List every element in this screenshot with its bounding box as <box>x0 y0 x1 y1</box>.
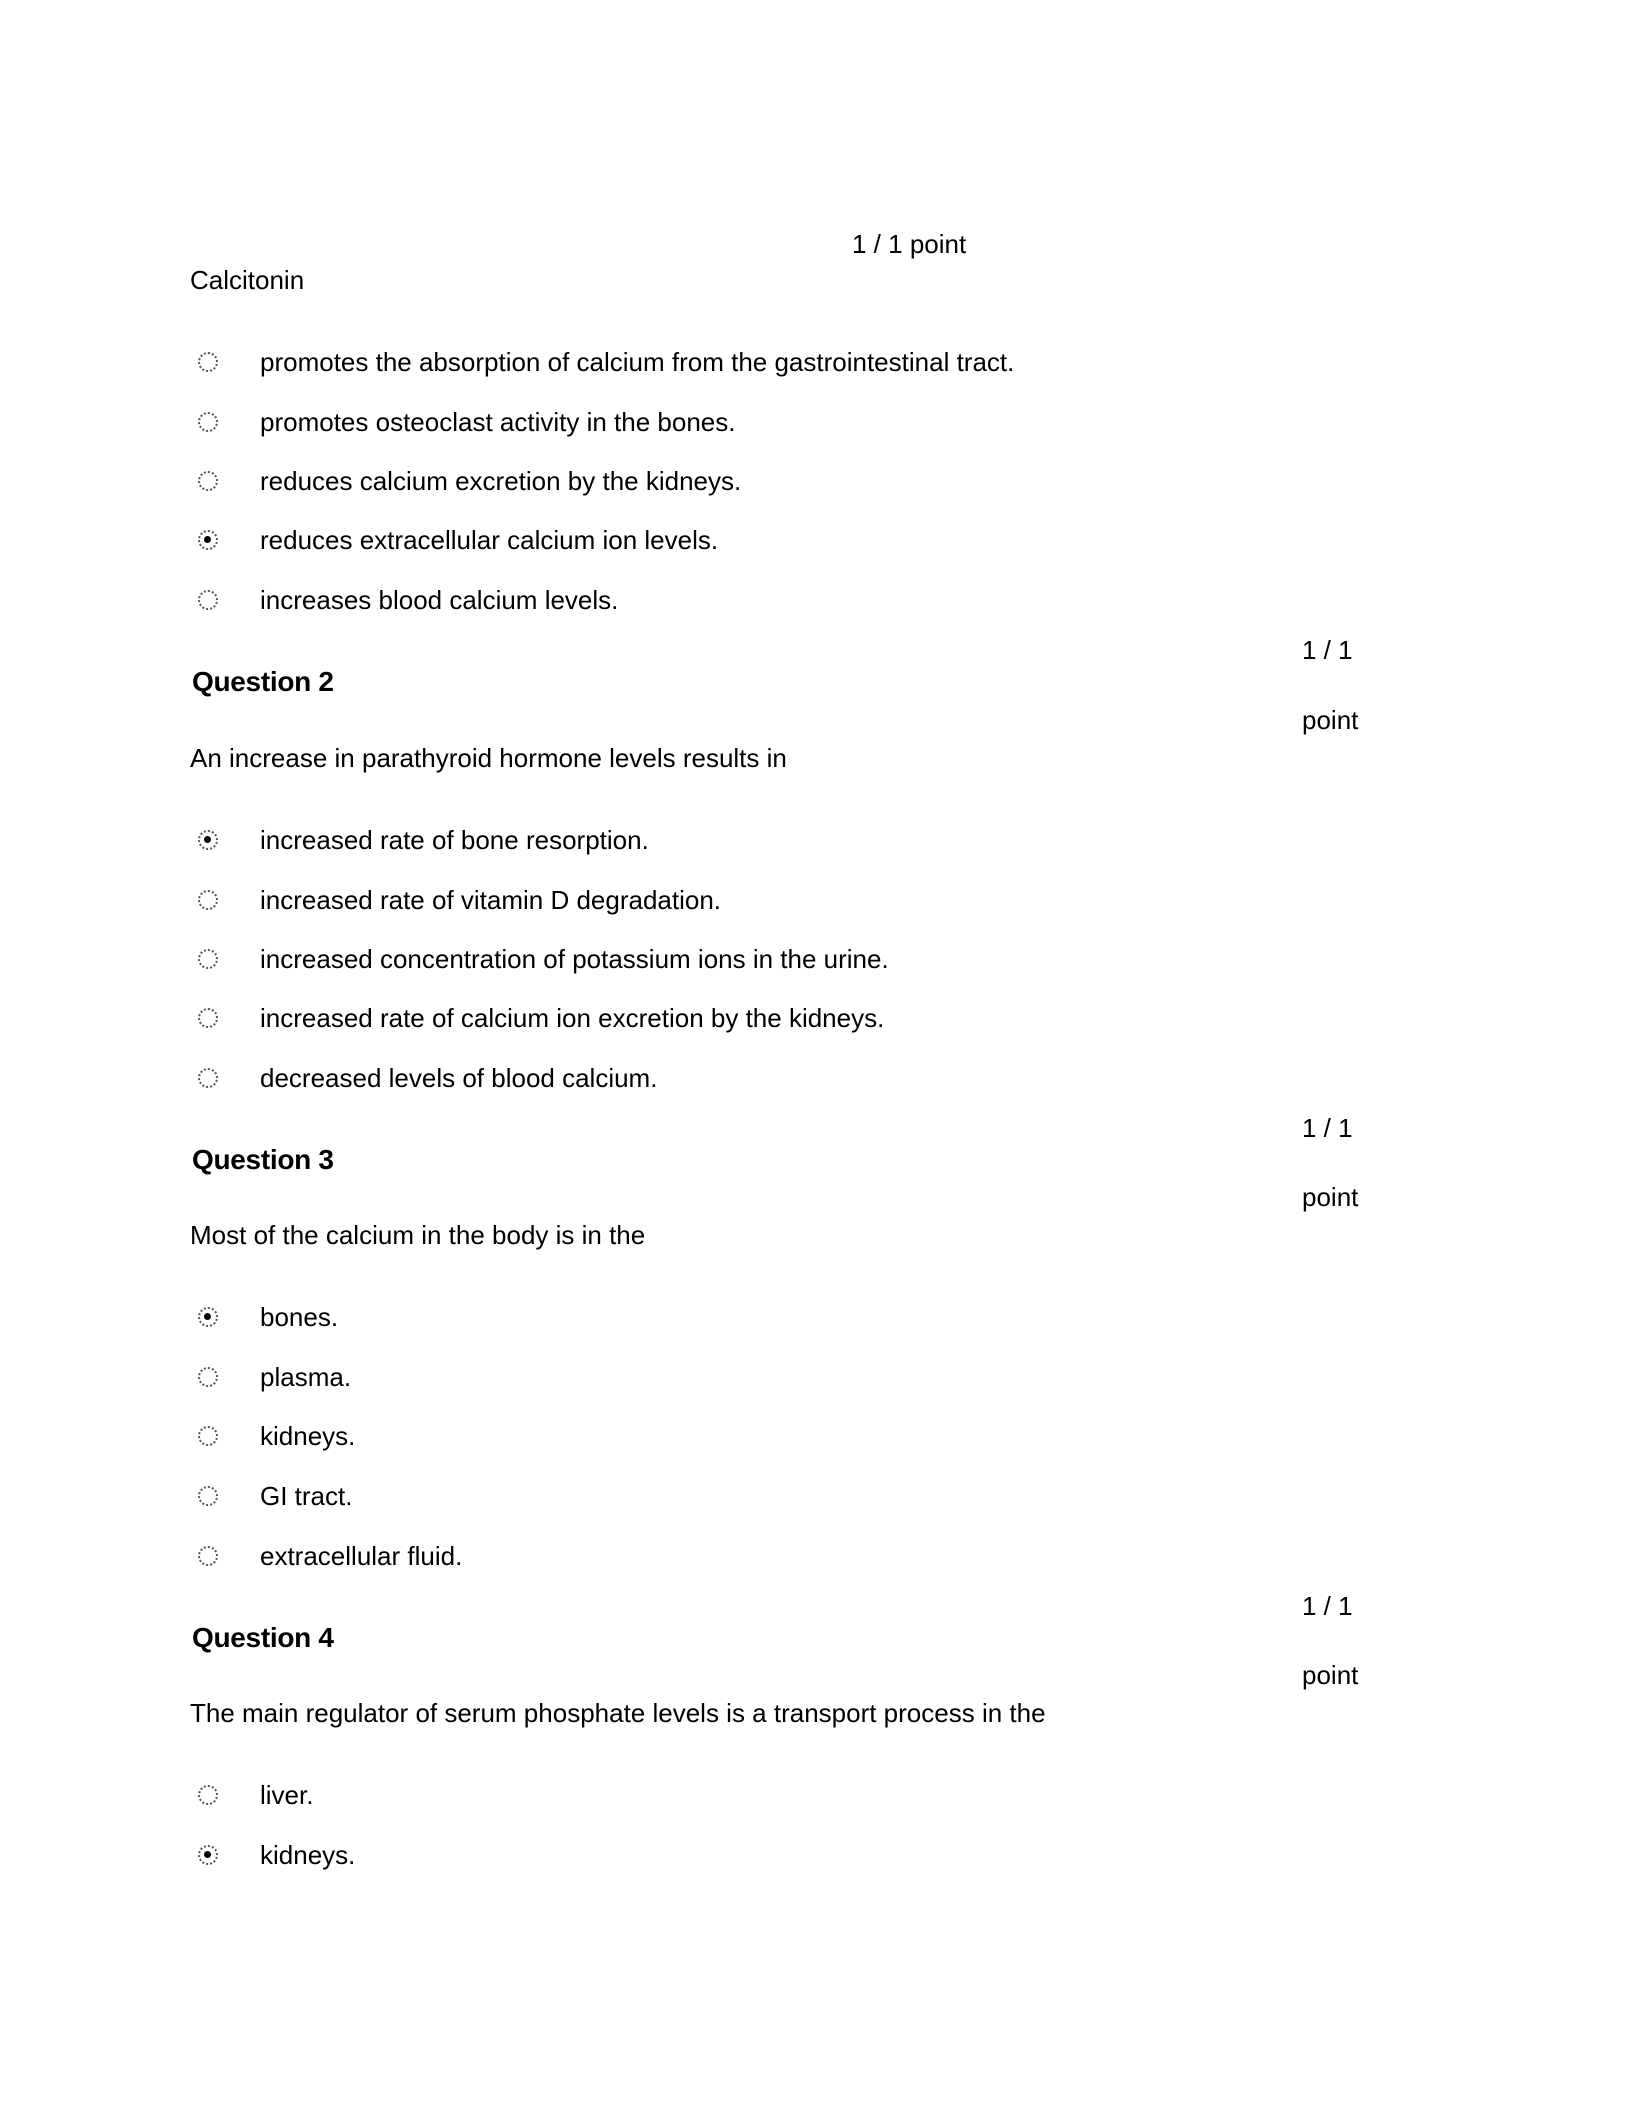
option-label: decreased levels of blood calcium. <box>260 1062 658 1093</box>
option-label: promotes the absorption of calcium from the gastrointestinal tract. <box>260 346 1015 377</box>
question-3-option-2[interactable] <box>198 1357 351 1397</box>
option-label: GI tract. <box>260 1480 353 1511</box>
question-1-prompt: Calcitonin <box>190 265 305 295</box>
question-2-prompt: An increase in parathyroid hormone levels results in <box>190 743 787 773</box>
question-4-score: 1 / 1 <box>1302 1591 1353 1621</box>
radio-button[interactable] <box>198 1068 218 1088</box>
option-label: plasma. <box>260 1361 352 1392</box>
option-label: increases blood calcium levels. <box>260 584 619 615</box>
option-label: reduces calcium excretion by the kidneys. <box>260 465 742 496</box>
question-3-option-1[interactable] <box>198 1297 338 1337</box>
radio-button-selected[interactable] <box>198 1307 218 1327</box>
option-label: increased rate of calcium ion excretion by the kidneys. <box>260 1002 885 1033</box>
radio-button[interactable] <box>198 1367 218 1387</box>
question-3-option-3[interactable] <box>198 1416 355 1456</box>
option-label: increased rate of vitamin D degradation. <box>260 884 722 915</box>
question-2-heading: Question 2 <box>192 666 334 697</box>
question-4-score-unit: point <box>1302 1660 1359 1690</box>
radio-button-selected[interactable] <box>198 530 218 550</box>
question-2-option-4[interactable] <box>198 998 884 1038</box>
option-label: promotes osteoclast activity in the bones. <box>260 406 736 437</box>
radio-button[interactable] <box>198 1426 218 1446</box>
question-4-option-1[interactable] <box>198 1775 313 1815</box>
question-4-heading: Question 4 <box>192 1622 334 1653</box>
question-3-option-4[interactable] <box>198 1476 352 1516</box>
question-1-option-5[interactable] <box>198 580 618 620</box>
question-3-prompt: Most of the calcium in the body is in the <box>190 1220 646 1250</box>
radio-button[interactable] <box>198 1546 218 1566</box>
question-3-score: 1 / 1 <box>1302 1113 1353 1143</box>
radio-button[interactable] <box>198 352 218 372</box>
option-label: increased rate of bone resorption. <box>260 824 649 855</box>
radio-button[interactable] <box>198 590 218 610</box>
question-3-score-unit: point <box>1302 1182 1359 1212</box>
radio-button-selected[interactable] <box>198 830 218 850</box>
question-2-score: 1 / 1 <box>1302 635 1353 665</box>
option-label: bones. <box>260 1301 339 1332</box>
radio-button[interactable] <box>198 412 218 432</box>
question-1-option-4[interactable] <box>198 520 718 560</box>
question-1-score: 1 / 1 point <box>852 229 967 259</box>
question-3-option-5[interactable] <box>198 1536 462 1576</box>
radio-button[interactable] <box>198 471 218 491</box>
option-label: kidneys. <box>260 1839 356 1870</box>
question-4-option-2[interactable] <box>198 1835 355 1875</box>
question-1-option-3[interactable] <box>198 461 741 501</box>
radio-button[interactable] <box>198 890 218 910</box>
radio-button[interactable] <box>198 1785 218 1805</box>
question-2-score-unit: point <box>1302 705 1359 735</box>
radio-button[interactable] <box>198 1486 218 1506</box>
question-2-option-5[interactable] <box>198 1058 657 1098</box>
radio-button[interactable] <box>198 1008 218 1028</box>
radio-button[interactable] <box>198 949 218 969</box>
option-label: kidneys. <box>260 1420 356 1451</box>
question-2-option-3[interactable] <box>198 939 889 979</box>
option-label: increased concentration of potassium ions in the urine. <box>260 943 889 974</box>
question-4-prompt: The main regulator of serum phosphate levels is a transport process in the <box>190 1698 1046 1728</box>
question-3-heading: Question 3 <box>192 1144 334 1175</box>
radio-button-selected[interactable] <box>198 1845 218 1865</box>
question-1-option-1[interactable] <box>198 342 1014 382</box>
option-label: reduces extracellular calcium ion levels. <box>260 524 719 555</box>
question-1-option-2[interactable] <box>198 402 735 442</box>
option-label: liver. <box>260 1779 314 1810</box>
question-2-option-2[interactable] <box>198 880 721 920</box>
option-label: extracellular fluid. <box>260 1540 463 1571</box>
question-2-option-1[interactable] <box>198 820 649 860</box>
